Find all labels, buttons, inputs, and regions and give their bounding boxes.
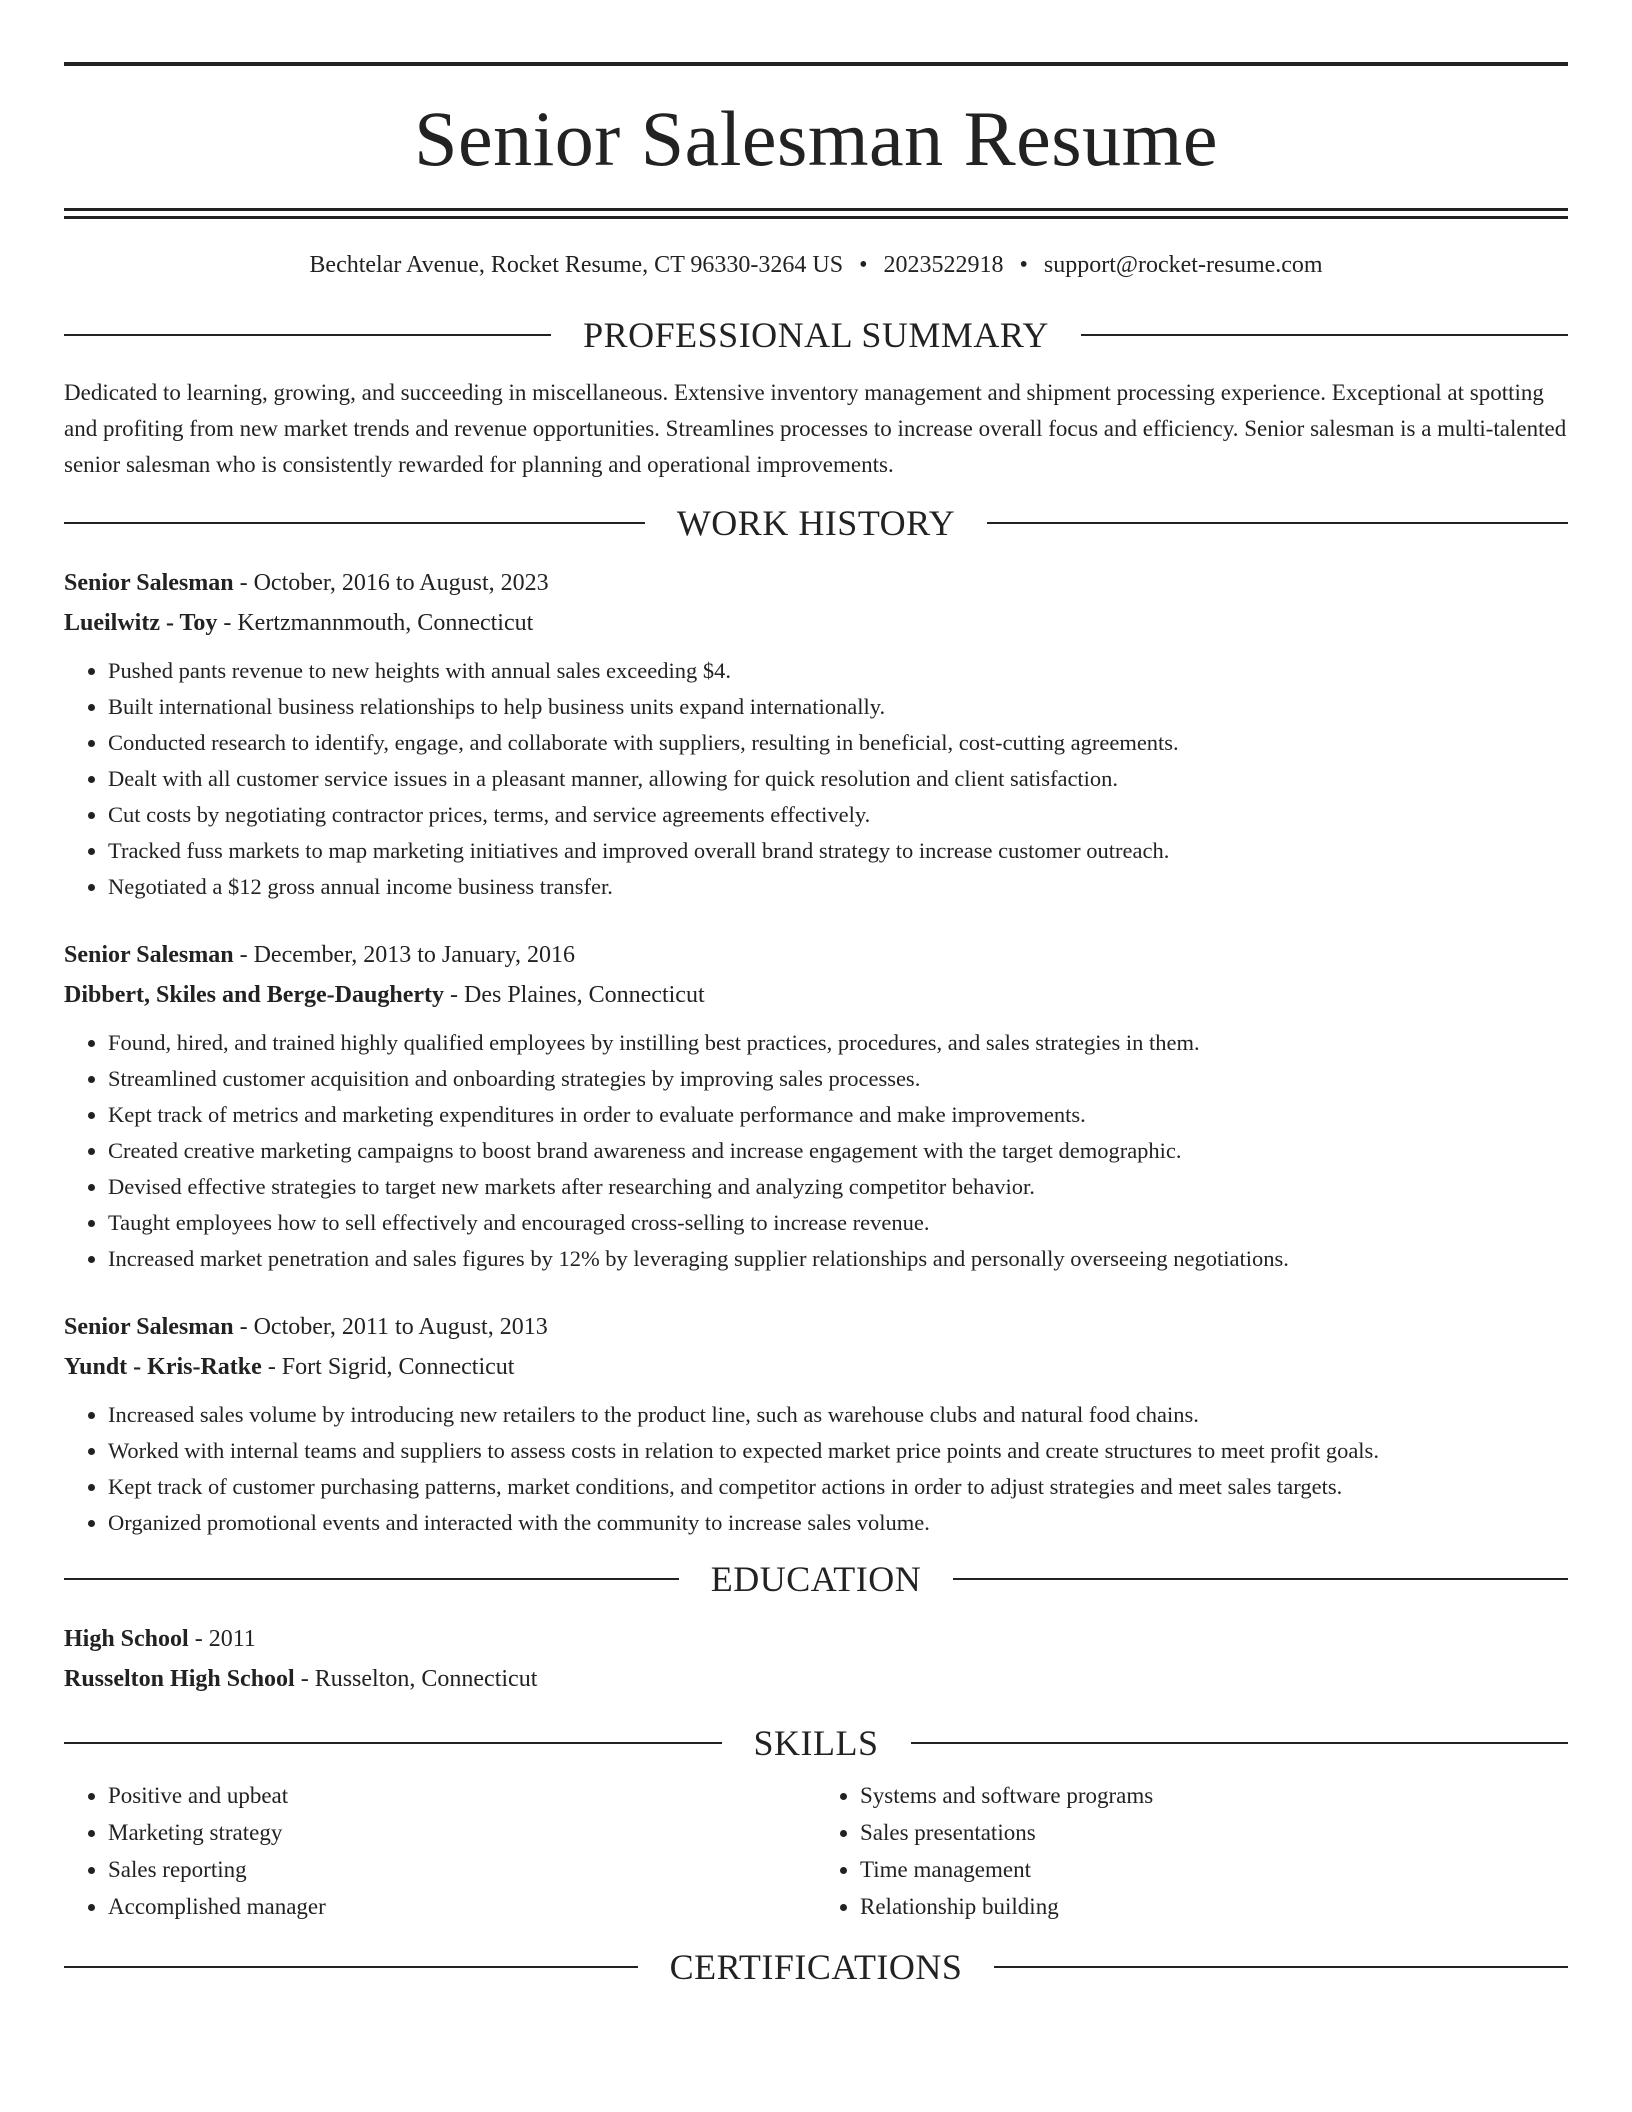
education-location: - Russelton, Connecticut bbox=[294, 1666, 538, 1692]
section-header-summary bbox=[64, 317, 1568, 353]
job-company: Dibbert, Skiles and Berge-Daugherty bbox=[64, 982, 444, 1008]
contact-separator: • bbox=[1019, 252, 1028, 278]
contact-address: Bechtelar Avenue, Rocket Resume, CT 96330-3264 US bbox=[309, 252, 844, 278]
education-year: - 2011 bbox=[188, 1626, 256, 1652]
section-rule-right bbox=[994, 1966, 1568, 1968]
job-company-line bbox=[64, 603, 1568, 643]
list-item: • Taught employees how to sell effectively and encouraged cross-selling to increase revenue. bbox=[108, 1205, 1568, 1241]
job-title: Senior Salesman bbox=[64, 570, 234, 596]
section-rule-left bbox=[64, 522, 645, 524]
contact-separator: • bbox=[859, 252, 868, 278]
section-title-skills: SKILLS bbox=[753, 1723, 879, 1763]
job-entry bbox=[64, 563, 1568, 905]
list-item: • Organized promotional events and interacted with the community to increase sales volume. bbox=[108, 1505, 1568, 1541]
education-entry bbox=[64, 1619, 1568, 1699]
list-item: • Pushed pants revenue to new heights with annual sales exceeding $4. bbox=[108, 653, 1568, 689]
list-item: • Created creative marketing campaigns to boost brand awareness and increase engagement with the target demographic. bbox=[108, 1133, 1568, 1169]
section-rule-left bbox=[64, 1742, 722, 1744]
job-title: Senior Salesman bbox=[64, 942, 234, 968]
contact-line bbox=[64, 253, 1568, 277]
education-degree-line bbox=[64, 1619, 1568, 1659]
skills-list-right bbox=[816, 1777, 1568, 1925]
title-double-rule bbox=[64, 208, 1568, 219]
job-company-line bbox=[64, 975, 1568, 1015]
section-rule-left bbox=[64, 1578, 679, 1580]
list-item: • Increased market penetration and sales figures by 12% by leveraging supplier relationships and personally overseeing negotiations. bbox=[108, 1241, 1568, 1277]
skill-item: • Relationship building bbox=[860, 1888, 1568, 1925]
education-degree: High School bbox=[64, 1626, 189, 1652]
section-header-skills bbox=[64, 1725, 1568, 1761]
skill-item: • Sales presentations bbox=[860, 1814, 1568, 1851]
job-location: - Fort Sigrid, Connecticut bbox=[261, 1354, 515, 1380]
section-title-certifications: CERTIFICATIONS bbox=[669, 1947, 963, 1987]
education-school: Russelton High School bbox=[64, 1666, 295, 1692]
section-rule-left bbox=[64, 1966, 638, 1968]
list-item: • Devised effective strategies to target new markets after researching and analyzing competitor behavior. bbox=[108, 1169, 1568, 1205]
skill-item: • Positive and upbeat bbox=[108, 1777, 816, 1814]
job-dates: - October, 2011 to August, 2013 bbox=[233, 1314, 548, 1340]
job-dates: - October, 2016 to August, 2023 bbox=[233, 570, 549, 596]
list-item: • Tracked fuss markets to map marketing initiatives and improved overall brand strategy to increase customer outreach. bbox=[108, 833, 1568, 869]
contact-phone: 2023522918 bbox=[883, 252, 1004, 278]
skill-item: • Sales reporting bbox=[108, 1851, 816, 1888]
skill-item: • Systems and software programs bbox=[860, 1777, 1568, 1814]
section-rule-right bbox=[987, 522, 1568, 524]
list-item: • Negotiated a $12 gross annual income business transfer. bbox=[108, 869, 1568, 905]
job-entry bbox=[64, 1307, 1568, 1541]
list-item: • Kept track of customer purchasing patterns, market conditions, and competitor actions in order to adjust strategies and meet sales targets. bbox=[108, 1469, 1568, 1505]
job-location: - Des Plaines, Connecticut bbox=[444, 982, 705, 1008]
job-title: Senior Salesman bbox=[64, 1314, 234, 1340]
list-item: • Kept track of metrics and marketing expenditures in order to evaluate performance and make improvements. bbox=[108, 1097, 1568, 1133]
skill-item: • Marketing strategy bbox=[108, 1814, 816, 1851]
job-bullets bbox=[64, 1025, 1568, 1277]
job-title-line bbox=[64, 1307, 1568, 1347]
list-item: • Built international business relationships to help business units expand internationally. bbox=[108, 689, 1568, 725]
list-item: • Streamlined customer acquisition and onboarding strategies by improving sales processes. bbox=[108, 1061, 1568, 1097]
job-entry bbox=[64, 935, 1568, 1277]
section-title-work: WORK HISTORY bbox=[676, 503, 956, 543]
section-title-education: EDUCATION bbox=[710, 1559, 922, 1599]
job-title-line bbox=[64, 935, 1568, 975]
section-title-summary: PROFESSIONAL SUMMARY bbox=[583, 315, 1049, 355]
job-location: - Kertzmannmouth, Connecticut bbox=[217, 610, 534, 636]
list-item: • Found, hired, and trained highly qualified employees by instilling best practices, procedures, and sales strategies in them. bbox=[108, 1025, 1568, 1061]
section-header-education bbox=[64, 1561, 1568, 1597]
job-title-line bbox=[64, 563, 1568, 603]
section-rule-right bbox=[1081, 334, 1568, 336]
job-company-line bbox=[64, 1347, 1568, 1387]
contact-email: support@rocket-resume.com bbox=[1043, 252, 1323, 278]
top-rule bbox=[64, 62, 1568, 66]
summary-paragraph: Dedicated to learning, growing, and succeeding in miscellaneous. Extensive inventory management and shipment processing experience. Exceptional at spotting and profiting from new market trends and revenue opportunities. Streamlines processes to increase overall focus and efficiency. Senior salesman is a multi-talented senior salesman who is consistently rewarded for planning and operational improvements. bbox=[64, 380, 1567, 477]
skills-list-left bbox=[64, 1777, 816, 1925]
section-header-certifications bbox=[64, 1949, 1568, 1985]
skill-item: • Accomplished manager bbox=[108, 1888, 816, 1925]
education-school-line bbox=[64, 1659, 1568, 1699]
skill-item: • Time management bbox=[860, 1851, 1568, 1888]
section-rule-right bbox=[911, 1742, 1569, 1744]
job-bullets bbox=[64, 653, 1568, 905]
page-title: Senior Salesman Resume bbox=[414, 95, 1218, 182]
job-company: Lueilwitz - Toy bbox=[64, 610, 218, 636]
list-item: • Increased sales volume by introducing new retailers to the product line, such as warehouse clubs and natural food chains. bbox=[108, 1397, 1568, 1433]
list-item: • Cut costs by negotiating contractor prices, terms, and service agreements effectively. bbox=[108, 797, 1568, 833]
job-dates: - December, 2013 to January, 2016 bbox=[233, 942, 575, 968]
section-rule-right bbox=[953, 1578, 1568, 1580]
job-company: Yundt - Kris-Ratke bbox=[64, 1354, 262, 1380]
job-bullets bbox=[64, 1397, 1568, 1541]
list-item: • Dealt with all customer service issues in a pleasant manner, allowing for quick resolution and client satisfaction. bbox=[108, 761, 1568, 797]
list-item: • Worked with internal teams and suppliers to assess costs in relation to expected market price points and create structures to meet profit goals. bbox=[108, 1433, 1568, 1469]
list-item: • Conducted research to identify, engage, and collaborate with suppliers, resulting in beneficial, cost-cutting agreements. bbox=[108, 725, 1568, 761]
skills-columns bbox=[64, 1777, 1568, 1925]
section-rule-left bbox=[64, 334, 551, 336]
section-header-work bbox=[64, 505, 1568, 541]
